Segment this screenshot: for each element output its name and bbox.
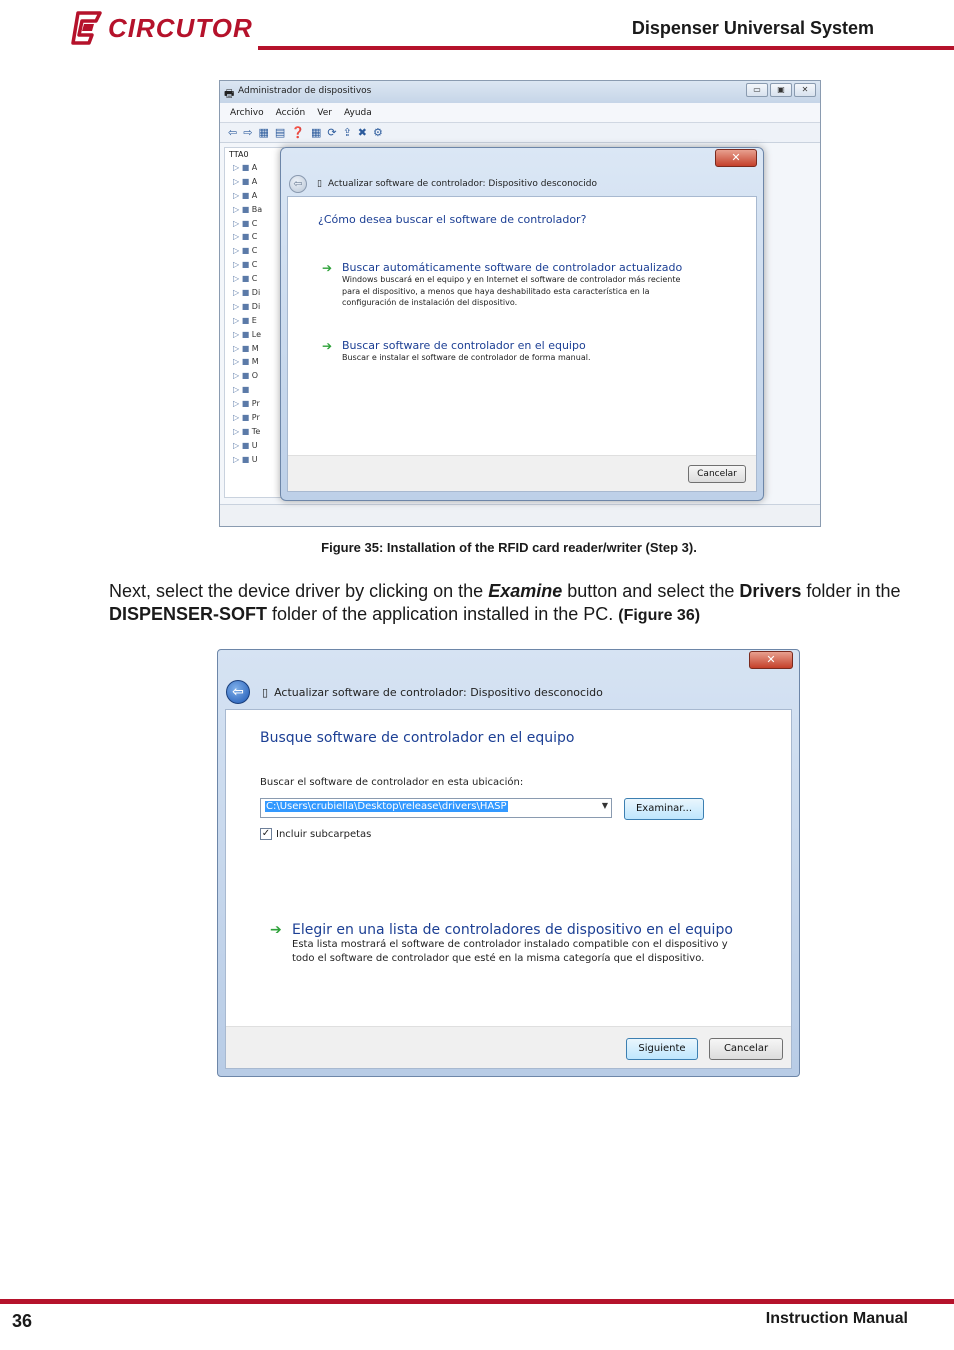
back-icon[interactable]: ⇦ <box>289 175 307 193</box>
device-icon: ▯ <box>262 685 269 699</box>
window-controls <box>746 83 816 97</box>
tree-item[interactable]: ▷ ■ M <box>229 357 283 371</box>
tree-item[interactable]: ▷ ■ Le <box>229 330 283 344</box>
dialog-close-icon[interactable]: ✕ <box>749 651 793 669</box>
toolbar <box>220 123 820 143</box>
tree-item[interactable]: ▷ ■ C <box>229 246 283 260</box>
menu-item-accion[interactable]: Acción <box>275 108 306 118</box>
dialog-question: ¿Cómo desea buscar el software de controlador? <box>318 213 587 226</box>
circutor-logo-icon <box>70 11 104 45</box>
dropdown-arrow-icon[interactable]: ▼ <box>601 801 608 810</box>
maximize-icon[interactable]: ▣ <box>770 83 792 97</box>
tree-item[interactable] <box>229 385 283 399</box>
tree-item[interactable]: ▷ ■ C <box>229 260 283 274</box>
dialog-heading: Busque software de controlador en el equipo <box>260 730 575 746</box>
tree-item[interactable]: ▷ ■ U <box>229 455 283 469</box>
tree-item[interactable]: ▷ ■ Di <box>229 288 283 302</box>
device-icon: ▯ <box>317 179 322 189</box>
update-driver-icon[interactable]: ⇪ <box>342 126 352 139</box>
menu-item-ayuda[interactable]: Ayuda <box>343 108 372 118</box>
tree-item[interactable]: ▷ ■ M <box>229 344 283 358</box>
driver-path-input[interactable] <box>260 798 612 818</box>
dialog-header-text: Actualizar software de controlador: Dispositivo desconocido <box>274 685 603 699</box>
help-icon[interactable]: ❓ <box>291 126 305 139</box>
option-description: Windows buscará en el equipo y en Internet el software de controlador más reciente para el dispositivo, a menos que haya deshabilitado esta característica en la configuración de instalación del dispositivo. <box>342 275 681 307</box>
footer-title: Instruction Manual <box>765 1310 908 1327</box>
enable-icon[interactable]: ⚙ <box>373 126 383 139</box>
back-arrow-icon[interactable]: ⇦ <box>228 126 238 139</box>
green-arrow-icon: ➔ <box>322 339 333 353</box>
header-rule <box>258 46 954 50</box>
para-examine: Examine <box>488 581 563 601</box>
dialog-header <box>226 680 603 704</box>
para-text: Next, select the device driver by clicking on the <box>109 581 489 601</box>
dialog-close-icon[interactable]: ✕ <box>715 149 757 167</box>
tree-item[interactable]: ▷ ■ Di <box>229 302 283 316</box>
option-title[interactable]: Buscar software de controlador en el equipo <box>342 339 586 352</box>
include-subfolders-checkbox[interactable]: ✓ <box>261 828 271 839</box>
tree-root[interactable]: TTA0 <box>229 150 249 159</box>
para-text: folder in the <box>801 581 901 601</box>
include-subfolders-row[interactable] <box>260 828 371 840</box>
figure-36-screenshot <box>217 649 800 1077</box>
tree-item[interactable]: ▷ ■ A <box>229 163 283 177</box>
tree-item[interactable]: ▷ ■ A <box>229 191 283 205</box>
dialog-footer <box>288 455 756 491</box>
logo-wordmark: CIRCUTOR <box>108 12 253 43</box>
browse-button[interactable]: Examinar... <box>624 798 704 820</box>
tree-item[interactable]: ▷ ■ C <box>229 274 283 288</box>
option-description: Buscar e instalar el software de controlador de forma manual. <box>342 353 591 362</box>
minimize-icon[interactable]: ▭ <box>746 83 768 97</box>
option-search-automatically[interactable] <box>322 261 682 309</box>
include-subfolders-label: Incluir subcarpetas <box>276 828 372 840</box>
location-label: Buscar el software de controlador en esta ubicación: <box>260 777 524 788</box>
figure-reference: (Figure 36) <box>618 607 701 624</box>
device-manager-icon: 🖶 <box>224 87 235 100</box>
option-title[interactable]: Elegir en una lista de controladores de dispositivo en el equipo <box>292 922 733 938</box>
para-text: button and select the <box>562 581 740 601</box>
tree-item[interactable]: ▷ ■ O <box>229 371 283 385</box>
para-drivers: Drivers <box>739 581 802 601</box>
option-browse-computer[interactable] <box>322 339 682 364</box>
back-icon[interactable]: ⇦ <box>226 680 250 704</box>
figure-35-screenshot <box>219 80 821 527</box>
status-bar <box>220 504 820 526</box>
view-icon[interactable]: ▦ <box>310 126 322 139</box>
driver-path-value: C:\Users\crubiella\Desktop\release\drivers\HASP <box>266 801 507 812</box>
para-dispenser-soft: DISPENSER-SOFT <box>109 604 268 624</box>
option-pick-from-list[interactable] <box>270 922 750 966</box>
figure-35-caption: Figure 35: Installation of the RFID card reader/writer (Step 3). <box>321 540 697 555</box>
menu-item-ver[interactable]: Ver <box>317 108 332 118</box>
tree-item[interactable]: ▷ ■ Pr <box>229 399 283 413</box>
properties-icon[interactable]: ▦ <box>258 126 269 139</box>
page-number: 36 <box>12 1311 33 1331</box>
green-arrow-icon: ➔ <box>322 261 333 275</box>
tree-item[interactable]: ▷ ■ Pr <box>229 413 283 427</box>
dialog-footer <box>226 1026 791 1068</box>
green-arrow-icon: ➔ <box>270 922 282 938</box>
tree-item[interactable]: ▷ ■ A <box>229 177 283 191</box>
cancel-button[interactable]: Cancelar <box>709 1038 783 1060</box>
close-icon[interactable]: ✕ <box>794 83 816 97</box>
footer-rule <box>0 1299 954 1304</box>
dialog-header-text: Actualizar software de controlador: Dispositivo desconocido <box>327 179 597 189</box>
forward-arrow-icon[interactable]: ⇨ <box>243 126 253 139</box>
cancel-button[interactable]: Cancelar <box>688 465 746 483</box>
tree-item[interactable]: ▷ ■ Ba <box>229 205 283 219</box>
option-title[interactable]: Buscar automáticamente software de controlador actualizado <box>342 261 683 274</box>
device-tree <box>224 147 284 498</box>
para-text: folder of the application installed in the PC. <box>267 604 619 624</box>
document-title: Dispenser Universal System <box>631 18 874 38</box>
tree-item[interactable]: ▷ ■ C <box>229 232 283 246</box>
menu-item-archivo[interactable]: Archivo <box>230 108 264 118</box>
tree-item[interactable]: ▷ ■ U <box>229 441 283 455</box>
menu-bar <box>220 103 820 123</box>
instruction-paragraph <box>109 580 919 627</box>
window-title: Administrador de dispositivos <box>238 86 372 96</box>
tree-item[interactable]: ▷ ■ C <box>229 219 283 233</box>
list-icon[interactable]: ▤ <box>274 126 286 139</box>
dialog-body <box>287 196 757 492</box>
update-driver-dialog <box>280 147 764 501</box>
option-description: Esta lista mostrará el software de controlador instalado compatible con el dispositivo y todo el software de controlador que esté en la misma categoría que el dispositivo. <box>292 939 728 964</box>
tree-item[interactable]: ▷ ■ E <box>229 316 283 330</box>
uninstall-icon[interactable]: ✖ <box>357 126 368 139</box>
tree-item[interactable]: ▷ ■ Te <box>229 427 283 441</box>
next-button[interactable]: Siguiente <box>626 1038 698 1060</box>
dialog-header <box>289 174 597 194</box>
device-manager-titlebar <box>220 81 820 103</box>
dialog-body <box>225 709 792 1069</box>
scan-icon[interactable]: ⟳ <box>327 126 337 139</box>
circutor-logo <box>70 10 253 46</box>
